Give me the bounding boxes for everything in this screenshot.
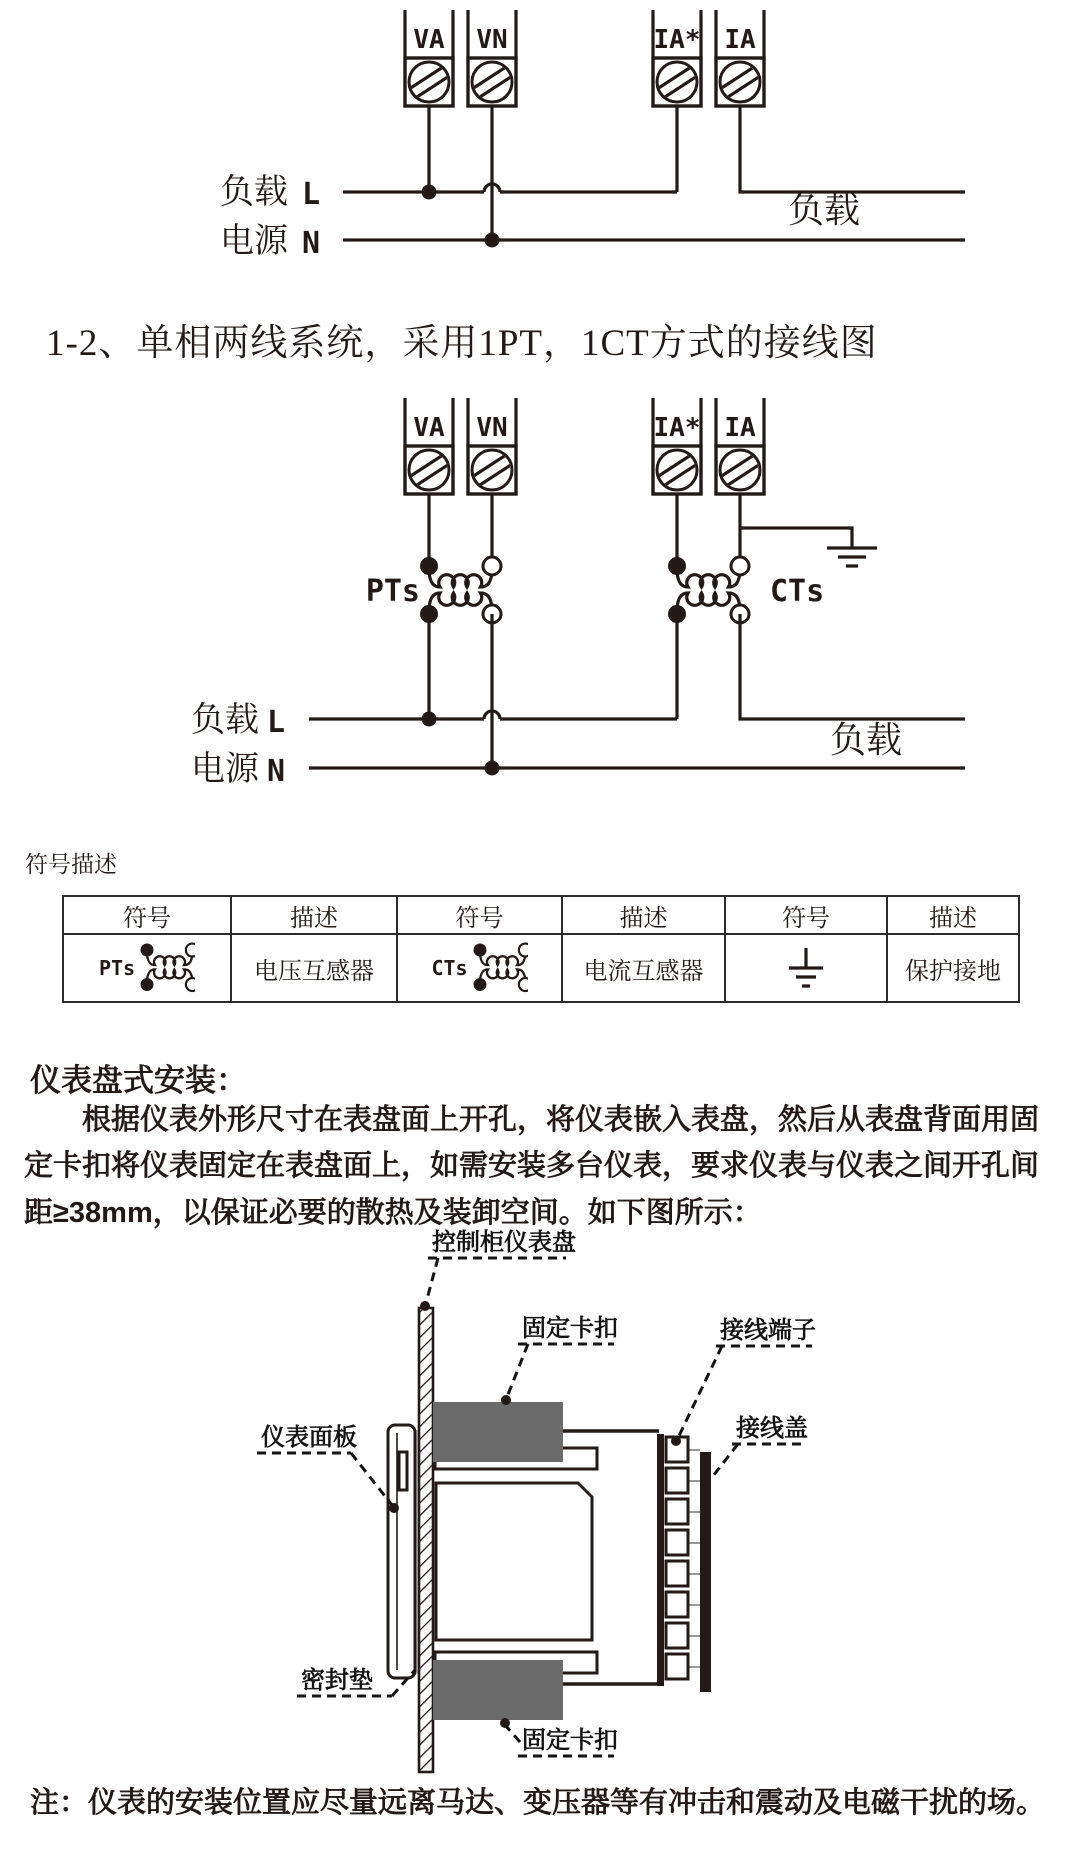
callout-fixing-clip-bottom: [500, 1718, 618, 1756]
col-header-symbol: 符号: [63, 896, 231, 934]
ct-transformer-icon: [668, 557, 749, 623]
terminal-label: IA*: [653, 413, 701, 443]
svg-text:控制柜仪表盘: 控制柜仪表盘: [432, 1229, 576, 1256]
svg-text:仪表面板: 仪表面板: [261, 1424, 357, 1451]
pt-symbol-label: PTs: [98, 956, 136, 980]
install-section-heading: 仪表盘式安装：: [30, 1063, 247, 1098]
fixing-clip-bottom: [433, 1660, 563, 1720]
terminal-vn: [468, 10, 516, 106]
terminal-cover: [700, 1452, 711, 1692]
callout-meter-front-panel: [257, 1423, 399, 1513]
wiring-diagram-pt-ct: [0, 390, 1080, 800]
ct-transformer-icon: [472, 942, 528, 994]
load-label-left: 负载: [220, 174, 288, 211]
screw-terminal-icon: [405, 446, 453, 494]
ground-icon: [827, 548, 877, 566]
junction-dot: [485, 761, 500, 776]
symbol-table-row: [63, 934, 1019, 1002]
terminal-va: [405, 398, 453, 494]
callout-fixing-clip-top: [501, 1315, 618, 1405]
line-n-label: N: [302, 226, 321, 258]
terminal-label: VN: [476, 25, 508, 55]
col-header-symbol: 符号: [397, 896, 562, 934]
terminal-vn: [468, 398, 516, 494]
wires: [343, 106, 965, 248]
line-n-label: N: [267, 754, 286, 789]
svg-text:接线盖: 接线盖: [736, 1415, 808, 1442]
panel-mount-figure: [0, 1225, 1080, 1825]
junction-dot: [422, 185, 437, 200]
screw-terminal-icon: [468, 58, 516, 106]
wiring-diagram-direct: [0, 0, 1080, 258]
terminal-va: [405, 10, 453, 106]
fixing-clip-top: [433, 1402, 563, 1462]
ct-symbol-cell: [397, 934, 562, 1002]
section-title: 1-2、单相两线系统，采用1PT，1CT方式的接线图: [46, 323, 878, 364]
junction-dot: [485, 233, 500, 248]
ground-desc-cell: 保护接地: [887, 934, 1019, 1002]
ct-symbol-label: CTs: [431, 956, 468, 980]
symbol-table: [62, 895, 1020, 1003]
ground-symbol-cell: [725, 934, 887, 1002]
terminal-block: [657, 1434, 700, 1686]
protective-earth-icon: [784, 944, 828, 992]
wires-upper: [429, 494, 877, 566]
screw-terminal-icon: [653, 446, 701, 494]
pt-transformer-icon: [420, 557, 501, 623]
svg-text:接线端子: 接线端子: [720, 1317, 816, 1344]
screw-terminal-icon: [468, 446, 516, 494]
terminal-ia: [716, 398, 764, 494]
source-label-left: 电源: [220, 223, 288, 258]
line-l-label: L: [302, 177, 321, 212]
terminal-ia-star: [653, 10, 701, 106]
callout-terminal-cover: [713, 1415, 808, 1476]
terminal-label: IA: [724, 413, 756, 443]
ct-desc-cell: 电流互感器: [562, 934, 725, 1002]
meter-body: [436, 1483, 592, 1640]
terminal-label: VA: [413, 25, 445, 55]
screw-terminal-icon: [716, 58, 764, 106]
terminal-label: IA*: [653, 25, 701, 55]
col-header-symbol: 符号: [725, 896, 887, 934]
symbol-table-header-row: [63, 896, 1019, 934]
cabinet-panel: [419, 1308, 433, 1772]
col-header-desc: 描述: [887, 896, 1019, 934]
svg-text:固定卡扣: 固定卡扣: [522, 1727, 618, 1754]
install-paragraph: 根据仪表外形尺寸在表盘面上开孔，将仪表嵌入表盘，然后从表盘背面用固定卡扣将仪表固定在表盘面上，如需安装多台仪表，要求仪表与仪表之间开孔间距≥38mm，以保证必要的散热及装卸空间。如下图所示：: [24, 1104, 1040, 1229]
meter-front-panel: [388, 1425, 415, 1678]
pt-desc-cell: 电压互感器: [231, 934, 397, 1002]
load-label-right: 负载: [830, 720, 903, 760]
ct-label: CTs: [770, 574, 825, 609]
load-label-left: 负载: [191, 702, 259, 739]
bottom-note: 注：仪表的安装位置应尽量远离马达、变压器等有冲击和震动及电磁干扰的场。: [30, 1787, 1046, 1819]
screw-terminal-icon: [716, 446, 764, 494]
source-label-left: 电源: [191, 751, 259, 788]
screw-terminal-icon: [405, 58, 453, 106]
terminal-ia-star: [653, 398, 701, 494]
pt-label: PTs: [365, 574, 420, 609]
line-l-label: L: [267, 705, 286, 740]
svg-text:固定卡扣: 固定卡扣: [522, 1315, 618, 1342]
screw-terminal-icon: [653, 58, 701, 106]
col-header-desc: 描述: [562, 896, 725, 934]
terminal-label: IA: [724, 25, 756, 55]
col-header-desc: 描述: [231, 896, 397, 934]
load-label-right: 负载: [788, 190, 861, 230]
terminal-ia: [716, 10, 764, 106]
terminal-label: VA: [413, 413, 445, 443]
svg-text:密封垫: 密封垫: [301, 1667, 373, 1694]
pt-transformer-icon: [139, 942, 195, 994]
callout-cabinet-panel: [420, 1228, 576, 1311]
junction-dot: [422, 712, 437, 727]
symbol-table-caption: 符号描述: [25, 852, 117, 877]
terminal-label: VN: [476, 413, 508, 443]
terminal-screws: [666, 1437, 688, 1679]
pt-symbol-cell: [63, 934, 231, 1002]
